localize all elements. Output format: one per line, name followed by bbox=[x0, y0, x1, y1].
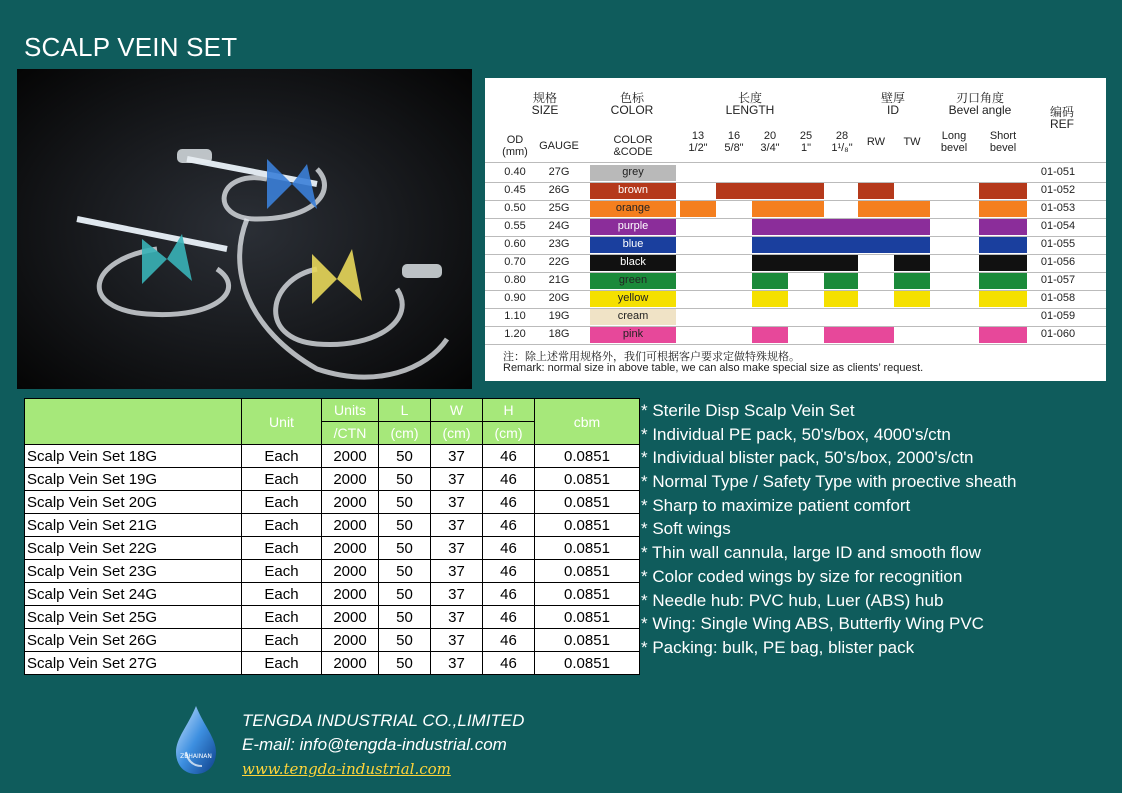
chart-sub-rw: RW bbox=[866, 136, 886, 148]
chart-availability-mark bbox=[788, 219, 824, 235]
cell-height: 46 bbox=[483, 537, 535, 560]
chart-od: 0.60 bbox=[504, 238, 526, 250]
cell-unit: Each bbox=[242, 468, 322, 491]
feature-item: * Packing: bulk, PE bag, blister pack bbox=[641, 637, 915, 657]
chart-gauge: 25G bbox=[548, 202, 570, 214]
cell-width: 37 bbox=[431, 468, 483, 491]
cell-height: 46 bbox=[483, 491, 535, 514]
cell-height: 46 bbox=[483, 468, 535, 491]
cell-height: 46 bbox=[483, 629, 535, 652]
chart-availability-mark bbox=[788, 183, 824, 199]
chart-color-name: black bbox=[620, 256, 646, 268]
chart-gauge: 19G bbox=[548, 310, 570, 322]
chart-note-cn: 注：除上述常用规格外，我们可根据客户要求定做特殊规格。 bbox=[503, 351, 800, 363]
feature-item: * Individual blister pack, 50's/box, 2000's/ctn bbox=[641, 448, 974, 468]
feature-item: * Sharp to maximize patient comfort bbox=[641, 495, 911, 515]
chart-availability-mark bbox=[752, 255, 788, 271]
feature-item: * Soft wings bbox=[641, 519, 731, 539]
cell-width: 37 bbox=[431, 606, 483, 629]
chart-od: 0.40 bbox=[504, 166, 526, 178]
chart-gauge: 26G bbox=[548, 184, 570, 196]
chart-availability-mark bbox=[716, 183, 752, 199]
chart-gauge: 27G bbox=[548, 166, 570, 178]
chart-availability-mark bbox=[752, 219, 788, 235]
cell-unit: Each bbox=[242, 445, 322, 468]
header-cbm: cbm bbox=[535, 399, 640, 445]
table-row bbox=[25, 514, 640, 537]
scalp-vein-set-illustration bbox=[17, 69, 472, 389]
cell-cbm: 0.0851 bbox=[535, 583, 640, 606]
cell-length: 50 bbox=[379, 514, 431, 537]
header-w-cm: (cm) bbox=[431, 422, 483, 445]
cell-cbm: 0.0851 bbox=[535, 560, 640, 583]
chart-availability-mark bbox=[752, 201, 788, 217]
cell-height: 46 bbox=[483, 514, 535, 537]
company-email[interactable]: E-mail: info@tengda-industrial.com bbox=[242, 735, 507, 754]
cell-units-per-ctn: 2000 bbox=[322, 445, 379, 468]
chart-availability-mark bbox=[894, 237, 930, 253]
cell-cbm: 0.0851 bbox=[535, 606, 640, 629]
chart-ref: 01-055 bbox=[1040, 238, 1076, 250]
chart-sub-short-bevel: Short bevel bbox=[989, 130, 1017, 154]
cell-product-name: Scalp Vein Set 20G bbox=[25, 491, 242, 514]
feature-item: * Wing: Single Wing ABS, Butterfly Wing PVC bbox=[641, 614, 984, 634]
chart-gauge: 22G bbox=[548, 256, 570, 268]
header-l-cm: (cm) bbox=[379, 422, 431, 445]
cell-width: 37 bbox=[431, 537, 483, 560]
feature-list bbox=[641, 399, 1016, 660]
chart-sub-tw: TW bbox=[903, 136, 921, 148]
cell-product-name: Scalp Vein Set 19G bbox=[25, 468, 242, 491]
cell-length: 50 bbox=[379, 606, 431, 629]
chart-sub-len-16: 16 5/8" bbox=[724, 130, 744, 154]
cell-cbm: 0.0851 bbox=[535, 514, 640, 537]
table-header-row-top bbox=[25, 399, 640, 422]
cell-units-per-ctn: 2000 bbox=[322, 629, 379, 652]
chart-ref: 01-052 bbox=[1040, 184, 1076, 196]
cell-cbm: 0.0851 bbox=[535, 652, 640, 675]
chart-availability-mark bbox=[680, 201, 716, 217]
chart-color-name: pink bbox=[622, 328, 644, 340]
cell-cbm: 0.0851 bbox=[535, 629, 640, 652]
chart-od: 0.80 bbox=[504, 274, 526, 286]
chart-color-name: brown bbox=[618, 184, 648, 196]
chart-color-name: yellow bbox=[617, 292, 649, 304]
chart-availability-mark bbox=[824, 273, 858, 289]
table-row bbox=[25, 491, 640, 514]
chart-od: 0.50 bbox=[504, 202, 526, 214]
chart-availability-mark bbox=[894, 273, 930, 289]
chart-availability-mark bbox=[752, 291, 788, 307]
feature-item: * Thin wall cannula, large ID and smooth flow bbox=[641, 543, 981, 563]
chart-sub-len-13: 13 1/2" bbox=[688, 130, 708, 154]
header-w: W bbox=[431, 399, 483, 422]
chart-ref: 01-057 bbox=[1040, 274, 1076, 286]
cell-cbm: 0.0851 bbox=[535, 468, 640, 491]
chart-sub-long-bevel: Long bevel bbox=[940, 130, 968, 154]
chart-ref: 01-051 bbox=[1040, 166, 1076, 178]
chart-ref: 01-058 bbox=[1040, 292, 1076, 304]
table-row bbox=[25, 445, 640, 468]
chart-availability-mark bbox=[752, 273, 788, 289]
page-title: SCALP VEIN SET bbox=[24, 32, 238, 62]
chart-od: 0.55 bbox=[504, 220, 526, 232]
table-row bbox=[25, 629, 640, 652]
cell-product-name: Scalp Vein Set 26G bbox=[25, 629, 242, 652]
company-name: TENGDA INDUSTRIAL CO.,LIMITED bbox=[242, 711, 525, 730]
cell-length: 50 bbox=[379, 537, 431, 560]
cell-cbm: 0.0851 bbox=[535, 537, 640, 560]
cell-cbm: 0.0851 bbox=[535, 445, 640, 468]
chart-availability-mark bbox=[752, 183, 788, 199]
chart-sub-color-code: COLOR &CODE bbox=[613, 134, 653, 158]
feature-item: * Color coded wings by size for recognition bbox=[641, 566, 963, 586]
chart-availability-mark bbox=[979, 291, 1027, 307]
cell-product-name: Scalp Vein Set 23G bbox=[25, 560, 242, 583]
chart-gauge: 18G bbox=[548, 328, 570, 340]
cell-length: 50 bbox=[379, 583, 431, 606]
chart-gauge: 21G bbox=[548, 274, 570, 286]
cell-width: 37 bbox=[431, 514, 483, 537]
chart-availability-mark bbox=[788, 201, 824, 217]
chart-availability-mark bbox=[894, 291, 930, 307]
chart-ref: 01-059 bbox=[1040, 310, 1076, 322]
product-photo bbox=[17, 69, 472, 389]
cell-length: 50 bbox=[379, 560, 431, 583]
cell-unit: Each bbox=[242, 629, 322, 652]
chart-color-name: purple bbox=[617, 220, 649, 232]
cell-unit: Each bbox=[242, 606, 322, 629]
chart-gauge: 23G bbox=[548, 238, 570, 250]
feature-item: * Individual PE pack, 50's/box, 4000's/ctn bbox=[641, 424, 951, 444]
chart-note-en: Remark: normal size in above table, we can also make special size as clients’ request. bbox=[503, 362, 924, 374]
cell-height: 46 bbox=[483, 652, 535, 675]
chart-color-name: blue bbox=[622, 238, 644, 250]
table-row bbox=[25, 606, 640, 629]
cell-length: 50 bbox=[379, 652, 431, 675]
table-row bbox=[25, 652, 640, 675]
feature-item: * Sterile Disp Scalp Vein Set bbox=[641, 401, 855, 420]
chart-availability-mark bbox=[824, 219, 858, 235]
chart-availability-mark bbox=[858, 219, 894, 235]
chart-availability-mark bbox=[858, 237, 894, 253]
feature-item: * Normal Type / Safety Type with proective sheath bbox=[641, 472, 1017, 492]
cell-width: 37 bbox=[431, 583, 483, 606]
chart-availability-mark bbox=[979, 255, 1027, 271]
water-drop-logo-icon bbox=[174, 704, 218, 781]
chart-availability-mark bbox=[979, 273, 1027, 289]
cell-units-per-ctn: 2000 bbox=[322, 537, 379, 560]
chart-availability-mark bbox=[752, 327, 788, 343]
cell-length: 50 bbox=[379, 629, 431, 652]
chart-availability-mark bbox=[824, 327, 858, 343]
cell-length: 50 bbox=[379, 445, 431, 468]
header-product-blank bbox=[25, 399, 242, 445]
chart-ref: 01-054 bbox=[1040, 220, 1076, 232]
cell-units-per-ctn: 2000 bbox=[322, 514, 379, 537]
chart-header-length: 长度 LENGTH bbox=[725, 91, 775, 117]
cell-unit: Each bbox=[242, 583, 322, 606]
cell-units-per-ctn: 2000 bbox=[322, 606, 379, 629]
chart-availability-mark bbox=[858, 201, 894, 217]
table-row bbox=[25, 560, 640, 583]
chart-availability-mark bbox=[752, 237, 788, 253]
chart-color-name: green bbox=[618, 274, 648, 286]
cell-height: 46 bbox=[483, 445, 535, 468]
feature-item: * Needle hub: PVC hub, Luer (ABS) hub bbox=[641, 590, 944, 610]
chart-availability-mark bbox=[979, 327, 1027, 343]
cell-width: 37 bbox=[431, 491, 483, 514]
chart-od: 1.20 bbox=[504, 328, 526, 340]
chart-availability-mark bbox=[788, 237, 824, 253]
chart-sub-len-25: 25 1" bbox=[799, 130, 813, 154]
cell-product-name: Scalp Vein Set 18G bbox=[25, 445, 242, 468]
chart-ref: 01-056 bbox=[1040, 256, 1076, 268]
cell-product-name: Scalp Vein Set 25G bbox=[25, 606, 242, 629]
chart-availability-mark bbox=[824, 237, 858, 253]
cell-product-name: Scalp Vein Set 27G bbox=[25, 652, 242, 675]
spec-chart-image bbox=[485, 78, 1106, 381]
logo-text: ZBHAINAN bbox=[180, 753, 212, 760]
header-unit: Unit bbox=[242, 399, 322, 445]
cell-height: 46 bbox=[483, 560, 535, 583]
chart-header-wall: 壁厚 ID bbox=[880, 91, 905, 117]
header-h: H bbox=[483, 399, 535, 422]
header-h-cm: (cm) bbox=[483, 422, 535, 445]
chart-availability-mark bbox=[858, 327, 894, 343]
chart-sub-od: OD (mm) bbox=[502, 134, 528, 158]
chart-header-bevel: 刃口角度 Bevel angle bbox=[948, 91, 1012, 117]
header-l: L bbox=[379, 399, 431, 422]
header-units: Units bbox=[322, 399, 379, 422]
cell-width: 37 bbox=[431, 560, 483, 583]
cell-height: 46 bbox=[483, 606, 535, 629]
chart-ref: 01-053 bbox=[1040, 202, 1076, 214]
cell-units-per-ctn: 2000 bbox=[322, 560, 379, 583]
cell-cbm: 0.0851 bbox=[535, 491, 640, 514]
cell-width: 37 bbox=[431, 629, 483, 652]
chart-color-name: grey bbox=[622, 166, 644, 178]
chart-availability-mark bbox=[894, 201, 930, 217]
cell-units-per-ctn: 2000 bbox=[322, 491, 379, 514]
chart-color-name: cream bbox=[617, 310, 649, 322]
cell-length: 50 bbox=[379, 468, 431, 491]
chart-sub-len-20: 20 3/4" bbox=[760, 130, 780, 154]
cell-units-per-ctn: 2000 bbox=[322, 583, 379, 606]
chart-gauge: 20G bbox=[548, 292, 570, 304]
cell-product-name: Scalp Vein Set 22G bbox=[25, 537, 242, 560]
chart-availability-mark bbox=[894, 255, 930, 271]
company-info bbox=[242, 709, 524, 781]
chart-header-color: 色标 COLOR bbox=[610, 91, 654, 117]
cell-unit: Each bbox=[242, 537, 322, 560]
cell-width: 37 bbox=[431, 652, 483, 675]
chart-header-size: 规格 SIZE bbox=[531, 91, 559, 117]
cell-height: 46 bbox=[483, 583, 535, 606]
header-units-ctn: /CTN bbox=[322, 422, 379, 445]
chart-availability-mark bbox=[979, 219, 1027, 235]
chart-od: 0.70 bbox=[504, 256, 526, 268]
packing-spec-table bbox=[24, 398, 640, 675]
cell-units-per-ctn: 2000 bbox=[322, 468, 379, 491]
chart-ref: 01-060 bbox=[1040, 328, 1076, 340]
chart-availability-mark bbox=[824, 291, 858, 307]
chart-availability-mark bbox=[894, 219, 930, 235]
cell-product-name: Scalp Vein Set 24G bbox=[25, 583, 242, 606]
chart-od: 0.45 bbox=[504, 184, 526, 196]
cell-unit: Each bbox=[242, 491, 322, 514]
chart-sub-len-28: 28 1¹/₈" bbox=[831, 130, 853, 154]
company-website-link[interactable]: www.tengda-industrial.com bbox=[242, 760, 451, 778]
table-row bbox=[25, 537, 640, 560]
chart-header-ref: 编码 REF bbox=[1049, 105, 1074, 131]
chart-gauge: 24G bbox=[548, 220, 570, 232]
chart-od: 1.10 bbox=[504, 310, 526, 322]
cell-unit: Each bbox=[242, 652, 322, 675]
cell-product-name: Scalp Vein Set 21G bbox=[25, 514, 242, 537]
cell-units-per-ctn: 2000 bbox=[322, 652, 379, 675]
chart-availability-mark bbox=[979, 183, 1027, 199]
table-row bbox=[25, 583, 640, 606]
chart-availability-mark bbox=[979, 201, 1027, 217]
cell-length: 50 bbox=[379, 491, 431, 514]
cell-unit: Each bbox=[242, 514, 322, 537]
chart-availability-mark bbox=[858, 183, 894, 199]
cell-unit: Each bbox=[242, 560, 322, 583]
chart-availability-mark bbox=[979, 237, 1027, 253]
chart-sub-gauge: GAUGE bbox=[539, 140, 579, 152]
cell-width: 37 bbox=[431, 445, 483, 468]
table-row bbox=[25, 468, 640, 491]
chart-availability-mark bbox=[788, 255, 824, 271]
chart-availability-mark bbox=[824, 255, 858, 271]
chart-color-name: orange bbox=[615, 202, 651, 214]
chart-od: 0.90 bbox=[504, 292, 526, 304]
